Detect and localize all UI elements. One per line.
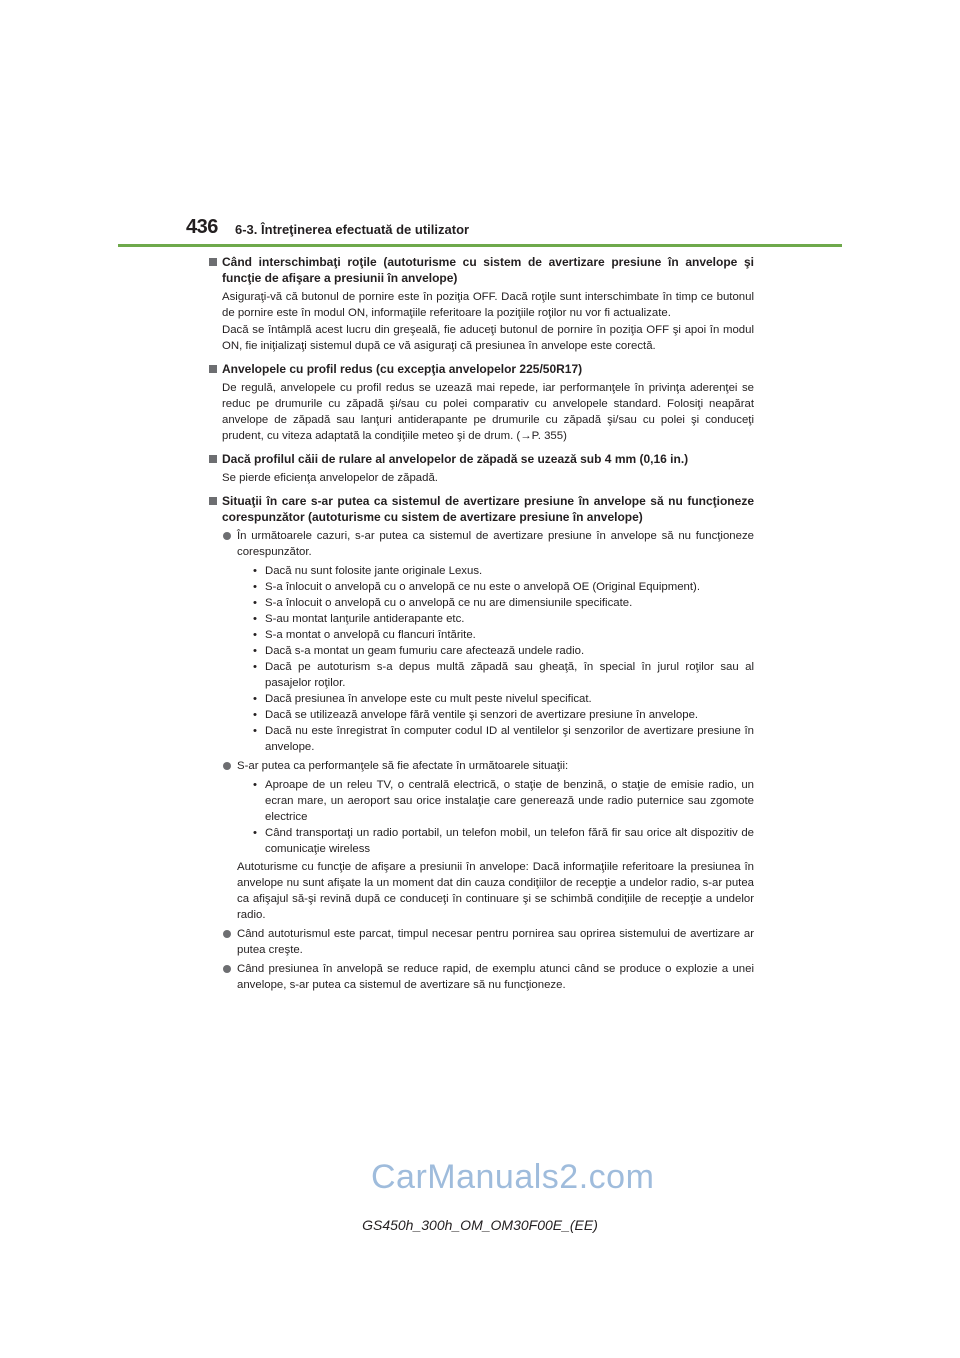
square-bullet-icon: [209, 258, 217, 266]
paragraph: Asiguraţi-vă că butonul de pornire este în poziţia OFF. Dacă roţile sunt interschimbate în timp ce butonul de pornire este în modul ON, informaţiile referitoare la poziţiile roţilor nu vor fi actualizate.: [222, 291, 754, 319]
paragraph: De regulă, anvelopele cu profil redus se uzează mai repede, iar performanţele în privinţa aderenţei se reduc pe drumurile cu zăpadă şi/sau cu polei comparativ cu anvelopele standard. Folosiţi neapărat anvelope de zăpadă sau lanţuri antiderapante pe drumurile cu zăpadă şi/sau cu polei şi conduceţi prudent, cu viteza adaptată la condiţiile meteo şi de drum. (→P. 355): [222, 382, 754, 442]
bullet-text: Când presiunea în anvelopă se reduce rapid, de exemplu atunci când se produce o explozie a unei anvelope, s-ar putea ca sistemul de avertizare să nu funcţioneze.: [237, 963, 754, 991]
section-title: Situaţii în care s-ar putea ca sistemul de avertizare presiune în anvelope să nu funcţioneze corespunzător (autoturisme cu sistem de avertizare presiune în anvelope): [222, 494, 754, 524]
footer-document-code: GS450h_300h_OM_OM30F00E_(EE): [362, 1217, 598, 1233]
section-low-profile-tires: [209, 361, 754, 444]
page-number: 436: [186, 216, 218, 238]
watermark-logo[interactable]: CarManuals2.com: [371, 1158, 655, 1196]
sub-list-item: • S-a înlocuit o anvelopă cu o anvelopă ce nu are dimensiunile specificate.: [253, 595, 754, 611]
bullet-item: [209, 758, 754, 923]
bullet-text: Când autoturismul este parcat, timpul necesar pentru pornirea sau oprirea sistemului de avertizare ar putea creşte.: [237, 928, 754, 956]
sub-list-item: • Dacă nu sunt folosite jante originale Lexus.: [253, 563, 754, 579]
bullet-item: [209, 528, 754, 755]
paragraph: Se pierde eficienţa anvelopelor de zăpadă.: [222, 472, 438, 484]
bullet-note: Autoturisme cu funcţie de afişare a presiunii în anvelope: Dacă informaţiile referitoare la presiunea în anvelope nu sunt afişate la un moment dat din cauza condiţiilor de recepţie a undelor radio, s-ar putea ca afişajul să-şi revină după ce conduceţi în continuare şi se schimbă condiţiile de recepţie a undelor radio.: [237, 861, 754, 921]
sub-list-item: • S-a montat o anvelopă cu flancuri întărite.: [253, 627, 754, 643]
sub-list-item: • S-au montat lanţurile antiderapante etc.: [253, 611, 754, 627]
sub-list-item: • Dacă se utilizează anvelope fără ventile şi senzori de avertizare presiune în anvelope.: [253, 707, 754, 723]
bullet-item: [209, 926, 754, 958]
sub-list: [237, 563, 754, 755]
sub-list-item: • Dacă nu este înregistrat în computer codul ID al ventilelor şi senzorilor de avertizare presiune în anvelope.: [253, 723, 754, 755]
section-header: 6-3. Întreţinerea efectuată de utilizator: [235, 222, 470, 237]
section-snow-tire-tread: [209, 451, 754, 486]
sub-list-item: • Dacă s-a montat un geam fumuriu care afectează undele radio.: [253, 643, 754, 659]
sub-list: [237, 777, 754, 857]
square-bullet-icon: [209, 497, 217, 505]
paragraph: Dacă se întâmplă acest lucru din greşeală, fie aduceţi butonul de pornire în poziţia OFF şi apoi în modul ON, fie iniţializaţi sistemul după ce vă asiguraţi că presiunea în anvelope este corectă.: [222, 324, 754, 352]
round-bullet-icon: [223, 762, 231, 770]
section-tpws-malfunction: [209, 493, 754, 993]
section-wheel-rotation: [209, 254, 754, 354]
page-content: [209, 254, 754, 1000]
square-bullet-icon: [209, 455, 217, 463]
round-bullet-icon: [223, 930, 231, 938]
sub-list-item: • S-a înlocuit o anvelopă cu o anvelopă ce nu este o anvelopă OE (Original Equipment).: [253, 579, 754, 595]
sub-list-item: • Aproape de un releu TV, o centrală electrică, o staţie de benzină, o staţie de emisie radio, un ecran mare, un aeroport sau orice instalaţie care generează unde radio puternice sau zgomote electrice: [253, 777, 754, 825]
header-rule: [118, 244, 842, 247]
section-title: Dacă profilul căii de rulare al anvelopelor de zăpadă se uzează sub 4 mm (0,16 in.): [222, 452, 689, 466]
bullet-text: S-ar putea ca performanţele să fie afectate în următoarele situaţii:: [237, 760, 569, 772]
bullet-text: În următoarele cazuri, s-ar putea ca sistemul de avertizare presiune în anvelope să nu funcţioneze corespunzător.: [237, 530, 754, 558]
section-title: Anvelopele cu profil redus (cu excepţia anvelopelor 225/50R17): [222, 362, 583, 376]
square-bullet-icon: [209, 365, 217, 373]
bullet-item: [209, 961, 754, 993]
sub-list-item: • Dacă pe autoturism s-a depus multă zăpadă sau gheaţă, în special în jurul roţilor sau al pasajelor roţilor.: [253, 659, 754, 691]
section-title: Când interschimbaţi roţile (autoturisme cu sistem de avertizare presiune în anvelope şi funcţie de afişare a presiunii în anvelope): [222, 255, 754, 285]
round-bullet-icon: [223, 965, 231, 973]
sub-list-item: • Când transportaţi un radio portabil, un telefon mobil, un telefon fără fir sau orice alt dispozitiv de comunicaţie wireless: [253, 825, 754, 857]
round-bullet-icon: [223, 532, 231, 540]
sub-list-item: • Dacă presiunea în anvelope este cu mult peste nivelul specificat.: [253, 691, 754, 707]
